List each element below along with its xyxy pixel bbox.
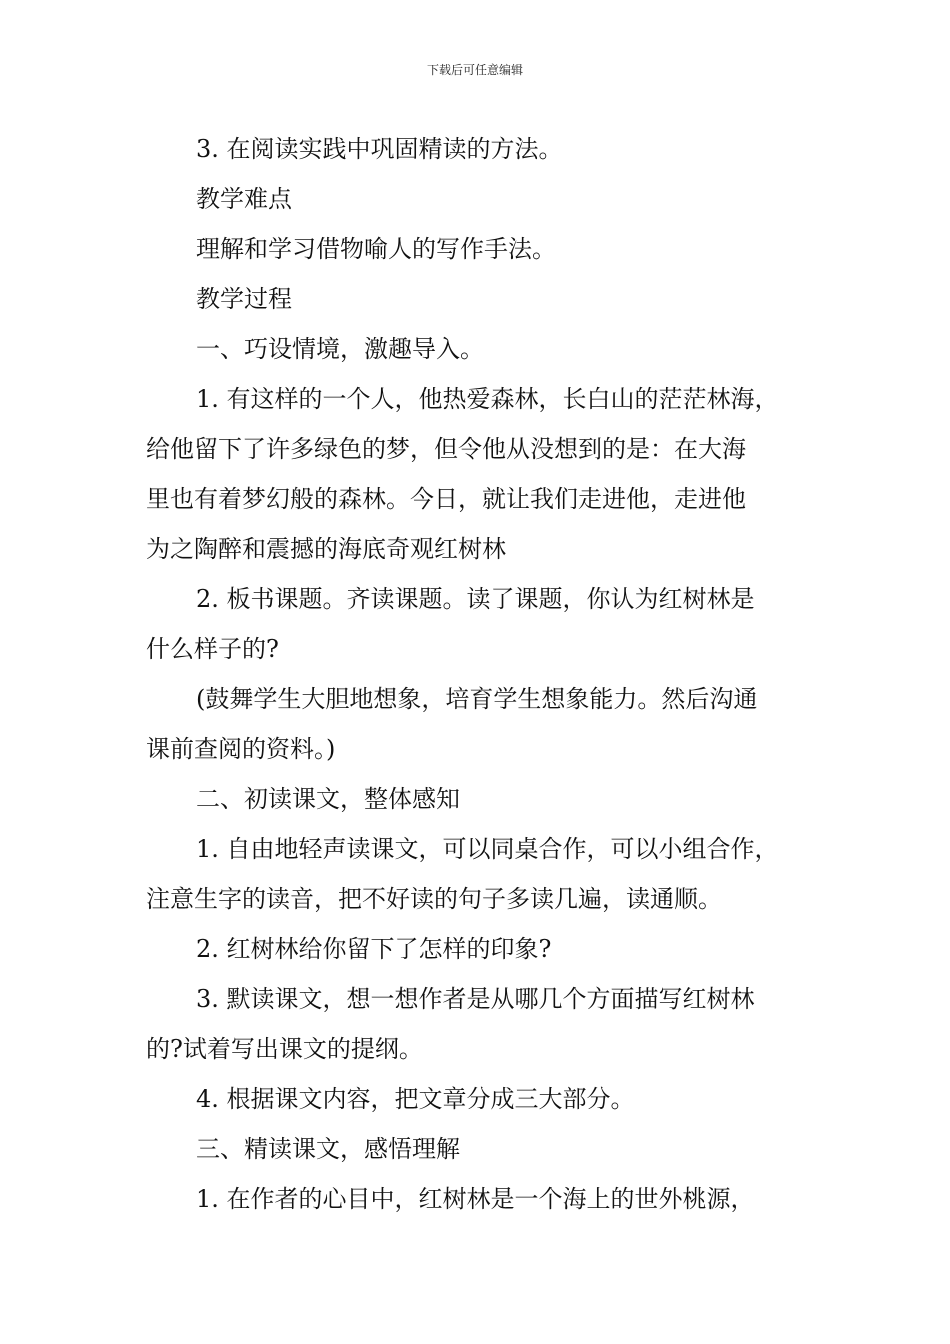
- text-line: 注意生字的读音，把不好读的句子多读几遍，读通顺。: [146, 885, 722, 913]
- text-line: 教学难点: [196, 185, 292, 213]
- text-line: 1. 自由地轻声读课文，可以同桌合作，可以小组合作，: [196, 835, 779, 863]
- text-line: 给他留下了许多绿色的梦，但令他从没想到的是：在大海: [146, 435, 746, 463]
- text-line: 3. 默读课文，想一想作者是从哪几个方面描写红树林: [196, 985, 755, 1013]
- text-line: 为之陶醉和震撼的海底奇观红树林: [146, 535, 506, 563]
- document-body: [146, 124, 810, 1224]
- text-line: 4. 根据课文内容，把文章分成三大部分。: [196, 1085, 635, 1113]
- text-line: 2. 红树林给你留下了怎样的印象?: [196, 935, 552, 963]
- text-line: 教学过程: [196, 285, 292, 313]
- text-line: 一、巧设情境，激趣导入。: [196, 335, 484, 363]
- text-line: 什么样子的?: [146, 635, 279, 663]
- text-line: 1. 有这样的一个人，他热爱森林，长白山的茫茫林海，: [196, 385, 779, 413]
- text-line: 课前查阅的资料。): [146, 735, 336, 763]
- text-line: 二、初读课文，整体感知: [196, 785, 460, 813]
- text-line: 3. 在阅读实践中巩固精读的方法。: [196, 135, 563, 163]
- text-line: 1. 在作者的心目中，红树林是一个海上的世外桃源，: [196, 1185, 755, 1213]
- text-line: (鼓舞学生大胆地想象，培育学生想象能力。然后沟通: [196, 685, 758, 713]
- text-line: 的?试着写出课文的提纲。: [146, 1035, 423, 1063]
- text-line: 2. 板书课题。齐读课题。读了课题，你认为红树林是: [196, 585, 755, 613]
- text-line: 三、精读课文，感悟理解: [196, 1135, 460, 1163]
- text-line: 里也有着梦幻般的森林。今日，就让我们走进他，走进他: [146, 485, 746, 513]
- page-header: 下载后可任意编辑: [426, 63, 523, 77]
- text-line: 理解和学习借物喻人的写作手法。: [196, 235, 556, 263]
